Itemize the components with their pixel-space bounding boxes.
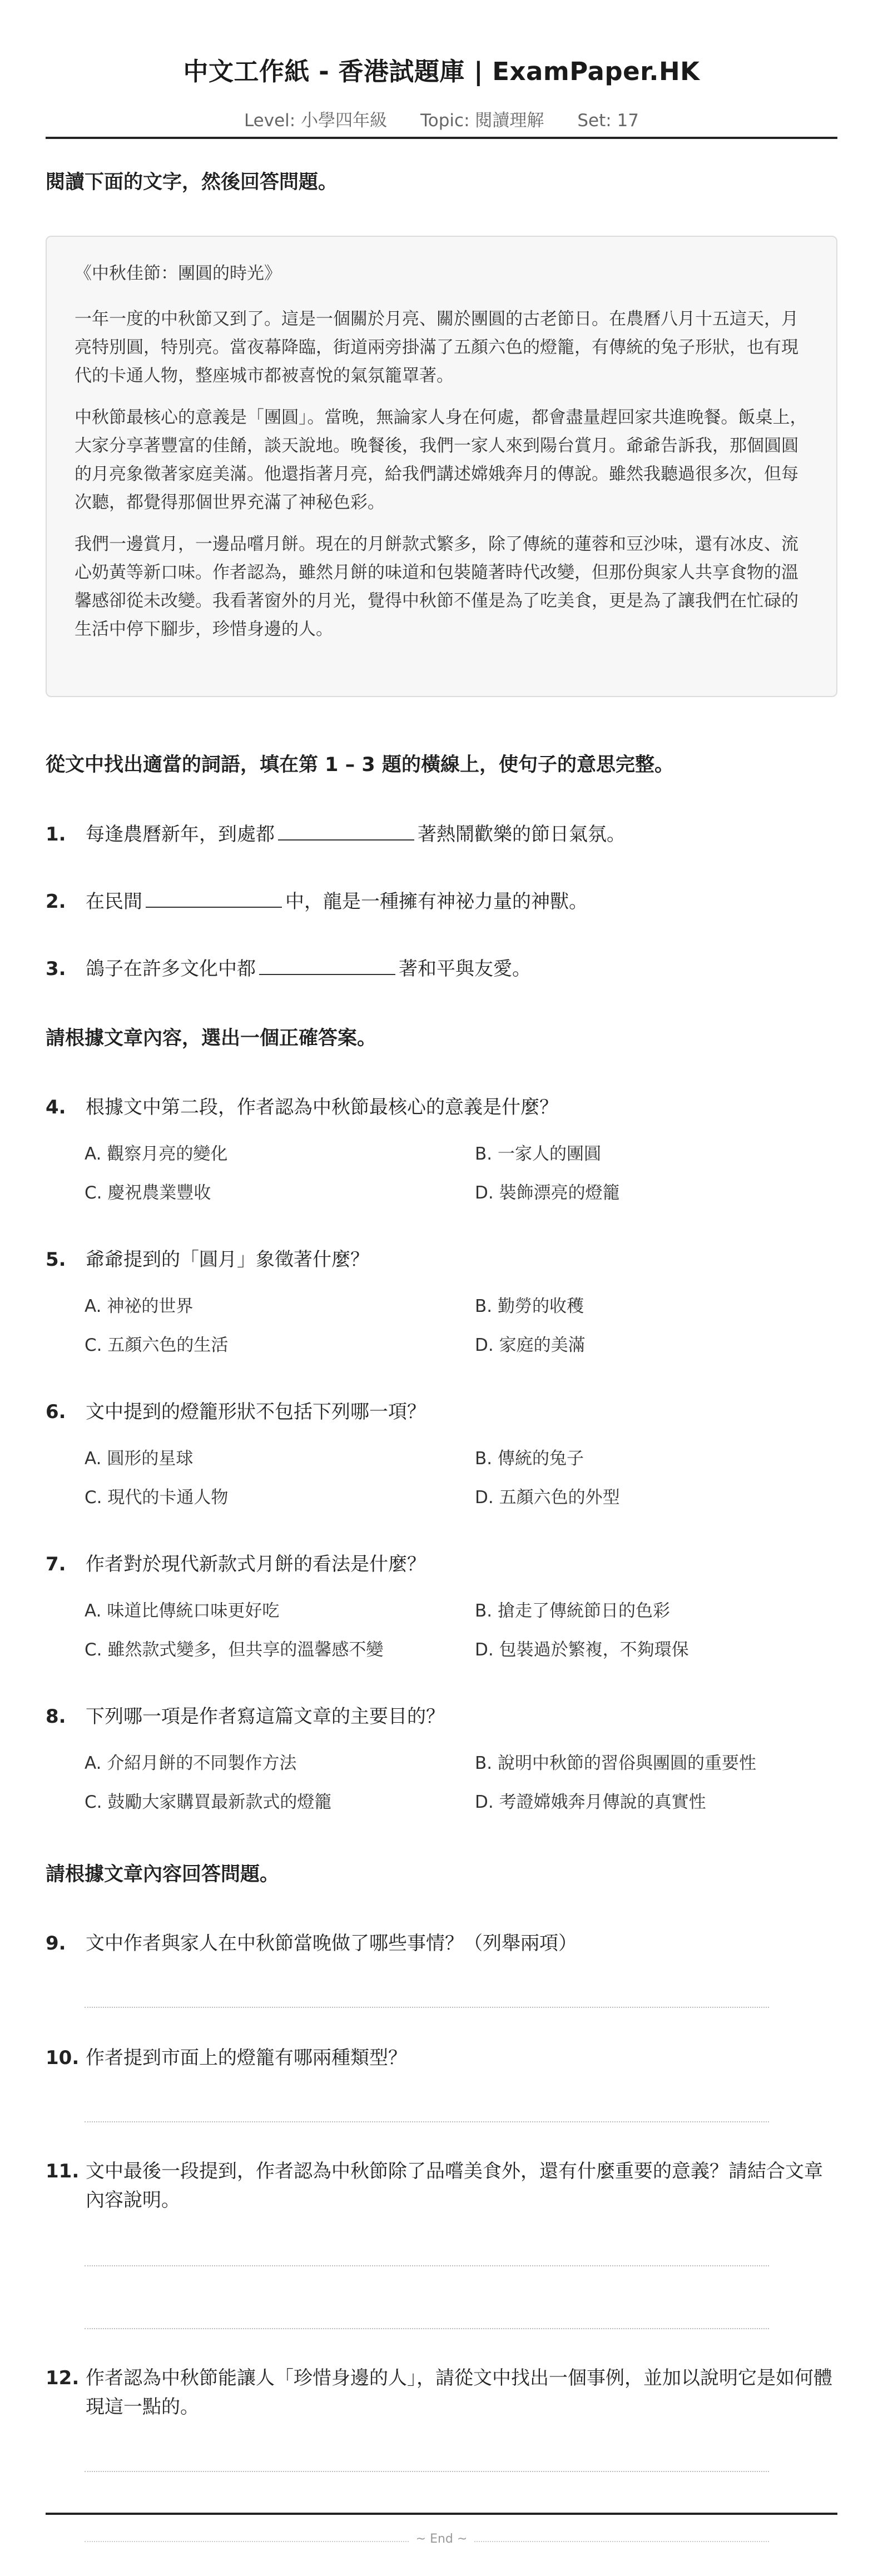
level-label: Level: 小學四年級 <box>244 111 388 131</box>
question-number: 8. <box>46 1705 66 1728</box>
option-b[interactable]: B. 傳統的兔子 <box>475 1449 584 1469</box>
question-text: 著和平與友愛。 <box>399 958 531 980</box>
option-d[interactable]: D. 考證嫦娥奔月傳說的真實性 <box>475 1792 706 1812</box>
answer-line[interactable] <box>85 2471 769 2472</box>
question-text: 爺爺提到的「圓月」象徵著什麼？ <box>86 1249 369 1271</box>
option-b[interactable]: B. 勤勞的收穫 <box>475 1296 584 1316</box>
option-b[interactable]: B. 搶走了傳統節日的色彩 <box>475 1601 670 1621</box>
topic-label: Topic: 閱讀理解 <box>420 111 544 131</box>
option-c[interactable]: C. 雖然款式變多，但共享的溫馨感不變 <box>85 1640 384 1660</box>
option-c[interactable]: C. 鼓勵大家購買最新款式的燈籠 <box>85 1792 332 1812</box>
option-a[interactable]: A. 圓形的星球 <box>85 1449 194 1469</box>
passage-paragraph: 我們一邊賞月，一邊品嚐月餅。現在的月餅款式繁多，除了傳統的蓮蓉和豆沙味，還有冰皮、流心奶黃等新口味。作者認為，雖然月餅的味道和包裝隨著時代改變，但那份與家人共享食物的溫馨感卻從未改變。我看著窗外的月光，覺得中秋節不僅是為了吃美食，更是為了讓我們在忙碌的生活中停下腳步，珍惜身邊的人。 <box>75 534 798 639</box>
answer-line[interactable] <box>85 2328 769 2329</box>
question-text: 文中作者與家人在中秋節當晚做了哪些事情？（列舉兩項） <box>86 1932 577 1955</box>
question-number: 9. <box>46 1932 66 1955</box>
question-text: 中，龍是一種擁有神祕力量的神獸。 <box>285 891 588 913</box>
question-text: 每逢農曆新年，到處都 <box>86 823 275 846</box>
header-divider <box>46 137 837 139</box>
question-text: 在民間 <box>86 891 142 913</box>
question-12 <box>46 2364 837 2421</box>
option-a[interactable]: A. 神祕的世界 <box>85 1296 194 1316</box>
question-text: 作者對於現代新款式月餅的看法是什麼？ <box>86 1553 426 1575</box>
question-number: 5. <box>46 1249 66 1271</box>
reading-instruction: 閱讀下面的文字，然後回答問題。 <box>46 171 338 193</box>
option-a[interactable]: A. 觀察月亮的變化 <box>85 1144 228 1164</box>
question-1 <box>46 820 837 849</box>
passage-paragraph: 中秋節最核心的意義是「團圓」。當晚，無論家人身在何處，都會盡量趕回家共進晚餐。飯桌上，大家分享著豐富的佳餚，談天說地。晚餐後，我們一家人來到陽台賞月。爺爺告訴我，那個圓圓的月亮象徵著家庭美滿。他還指著月亮，給我們講述嫦娥奔月的傳說。雖然我聽過很多次，但每次聽，都覺得那個世界充滿了神秘色彩。 <box>75 407 807 513</box>
option-c[interactable]: C. 現代的卡通人物 <box>85 1488 229 1508</box>
question-8 <box>46 1702 837 1731</box>
option-c[interactable]: C. 五顏六色的生活 <box>85 1335 229 1355</box>
section-heading-short-answer: 請根據文章內容回答問題。 <box>46 1863 280 1886</box>
question-number: 4. <box>46 1096 66 1118</box>
question-number: 1. <box>46 823 66 846</box>
option-c[interactable]: C. 慶祝農業豐收 <box>85 1183 211 1203</box>
set-label: Set: 17 <box>577 111 639 131</box>
question-number: 7. <box>46 1553 66 1575</box>
question-text: 著熱鬧歡樂的節日氣氛。 <box>418 823 626 846</box>
answer-line[interactable] <box>85 2265 769 2266</box>
answer-line[interactable] <box>85 2121 769 2122</box>
question-text: 下列哪一項是作者寫這篇文章的主要目的？ <box>86 1705 445 1728</box>
option-a[interactable]: A. 味道比傳統口味更好吃 <box>85 1601 280 1621</box>
question-number: 10. <box>46 2047 80 2069</box>
option-a[interactable]: A. 介紹月餅的不同製作方法 <box>85 1753 297 1773</box>
question-number: 11. <box>46 2160 80 2182</box>
question-number: 3. <box>46 958 66 980</box>
question-text: 文中提到的燈籠形狀不包括下列哪一項？ <box>86 1401 426 1423</box>
fill-blank-field[interactable] <box>146 890 282 908</box>
option-d[interactable]: D. 五顏六色的外型 <box>475 1488 620 1508</box>
worksheet-header <box>0 0 883 131</box>
question-9 <box>46 1929 837 1958</box>
question-text: 鴿子在許多文化中都 <box>86 958 256 980</box>
worksheet-meta <box>0 106 883 131</box>
end-label: ~ End ~ <box>409 2532 474 2546</box>
question-number: 2. <box>46 891 66 913</box>
question-text: 作者認為中秋節能讓人「珍惜身邊的人」，請從文中找出一個事例，並加以說明它是如何體現這一點的。 <box>86 2367 832 2418</box>
passage-title: 《中秋佳節：團圓的時光》 <box>75 263 281 284</box>
question-text: 文中最後一段提到，作者認為中秋節除了品嚐美食外，還有什麼重要的意義？請結合文章內容說明。 <box>86 2160 823 2211</box>
question-text: 作者提到市面上的燈籠有哪兩種類型？ <box>86 2047 407 2069</box>
option-d[interactable]: D. 包裝過於繁複，不夠環保 <box>475 1640 689 1660</box>
reading-passage <box>46 236 837 697</box>
fill-blank-field[interactable] <box>278 823 414 841</box>
question-10 <box>46 2043 837 2072</box>
answer-line[interactable] <box>85 2007 769 2008</box>
question-11 <box>46 2157 837 2215</box>
section-heading-fill-blank: 從文中找出適當的詞語，填在第 1 – 3 題的橫線上，使句子的意思完整。 <box>46 754 674 776</box>
question-number: 6. <box>46 1401 66 1423</box>
question-number: 12. <box>46 2367 80 2389</box>
footer-divider <box>46 2513 837 2515</box>
passage-paragraph: 一年一度的中秋節又到了。這是一個關於月亮、關於團圓的古老節日。在農曆八月十五這天，月亮特別圓，特別亮。當夜幕降臨，街道兩旁掛滿了五顏六色的燈籠，有傳統的兔子形狀，也有現代的卡通人物，整座城市都被喜悅的氣氛籠罩著。 <box>75 309 798 386</box>
option-b[interactable]: B. 一家人的團圓 <box>475 1144 601 1164</box>
option-d[interactable]: D. 裝飾漂亮的燈籠 <box>475 1183 620 1203</box>
question-6 <box>46 1398 837 1426</box>
page-title: 中文工作紙 - 香港試題庫 | ExamPaper.HK <box>183 57 700 86</box>
question-4 <box>46 1093 837 1122</box>
question-7 <box>46 1550 837 1579</box>
section-heading-multiple-choice: 請根據文章內容，選出一個正確答案。 <box>46 1027 377 1050</box>
question-5 <box>46 1245 837 1274</box>
question-3 <box>46 954 837 983</box>
option-b[interactable]: B. 說明中秋節的習俗與團圓的重要性 <box>475 1753 756 1773</box>
end-marker <box>0 2532 883 2546</box>
fill-blank-field[interactable] <box>259 957 395 975</box>
question-2 <box>46 887 837 916</box>
question-text: 根據文中第二段，作者認為中秋節最核心的意義是什麼？ <box>86 1096 558 1118</box>
option-d[interactable]: D. 家庭的美滿 <box>475 1335 586 1355</box>
